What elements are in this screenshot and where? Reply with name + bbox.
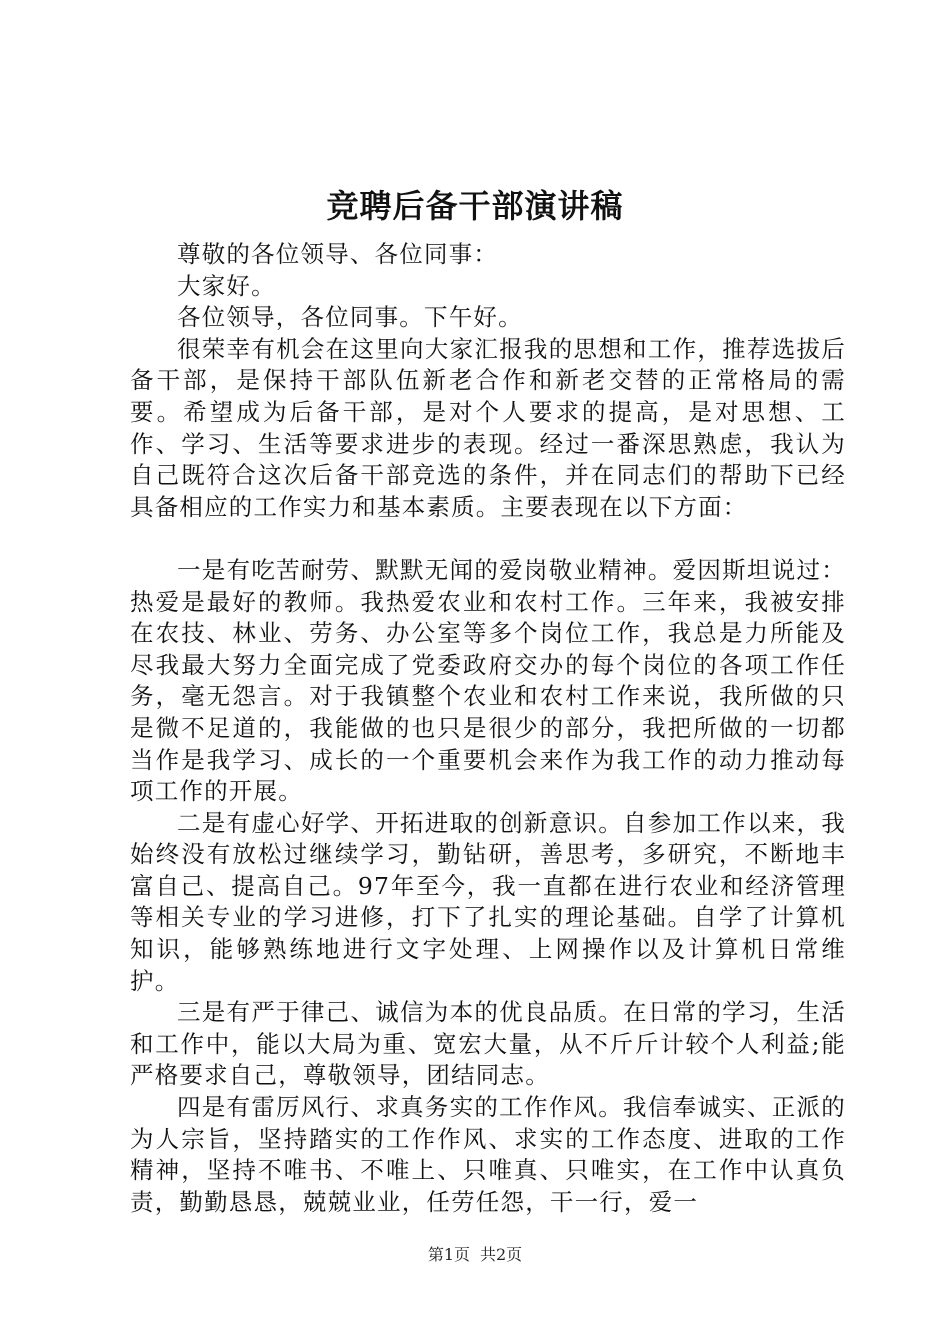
greeting-paragraph: 各位领导，各位同事。下午好。 [177,303,523,332]
page-total: 共2页 [480,1245,523,1264]
body-paragraph: 二是有虚心好学、开拓进取的创新意识。自参加工作以来，我始终没有放松过继续学习，勤钻研，善思考，多研究，不断地丰富自己、提高自己。97年至今，我一直都在进行农业和经济管理等相关专业的学习进修，打下了扎实的理论基础。自学了计算机知识，能够熟练地进行文字处理、上网操作以及计算机日常维护。 [130,808,846,995]
body-paragraph: 三是有严于律己、诚信为本的优良品质。在日常的学习，生活和工作中，能以大局为重、宽宏大量，从不斤斤计较个人利益;能严格要求自己，尊敬领导，团结同志。 [130,998,846,1090]
page-number: 第1页 [427,1245,470,1264]
salutation-paragraph: 尊敬的各位领导、各位同事： [177,240,499,268]
document-body [130,239,846,1218]
greeting-paragraph: 大家好。 [177,271,276,300]
document-title: 竞聘后备干部演讲稿 [326,187,624,225]
body-paragraph: 一是有吃苦耐劳、默默无闻的爱岗敬业精神。爱因斯坦说过：热爱是最好的教师。我热爱农业和农村工作。三年来，我被安排在农技、林业、劳务、办公室等多个岗位工作，我总是力所能及尽我最大努力全面完成了党委政府交办的每个岗位的各项工作任务，毫无怨言。对于我镇整个农业和农村工作来说，我所做的只是微不足道的，我能做的也只是很少的部分，我把所做的一切都当作是我学习、成长的一个重要机会来作为我工作的动力推动每项工作的开展。 [130,555,846,806]
intro-paragraph: 很荣幸有机会在这里向大家汇报我的思想和工作，推荐选拔后备干部，是保持干部队伍新老合作和新老交替的正常格局的需要。希望成为后备干部，是对个人要求的提高，是对思想、工作、学习、生活等要求进步的表现。经过一番深思熟虑，我认为自己既符合这次后备干部竞选的条件，并在同志们的帮助下已经具备相应的工作实力和基本素质。主要表现在以下方面： [130,334,846,521]
body-paragraph: 四是有雷厉风行、求真务实的工作作风。我信奉诚实、正派的为人宗旨，坚持踏实的工作作风、求实的工作态度、进取的工作精神，坚持不唯书、不唯上、只唯真、只唯实，在工作中认真负责，勤勤恳恳，兢兢业业，任劳任怨，干一行，爱一 [130,1093,846,1216]
page-footer [0,1244,950,1266]
